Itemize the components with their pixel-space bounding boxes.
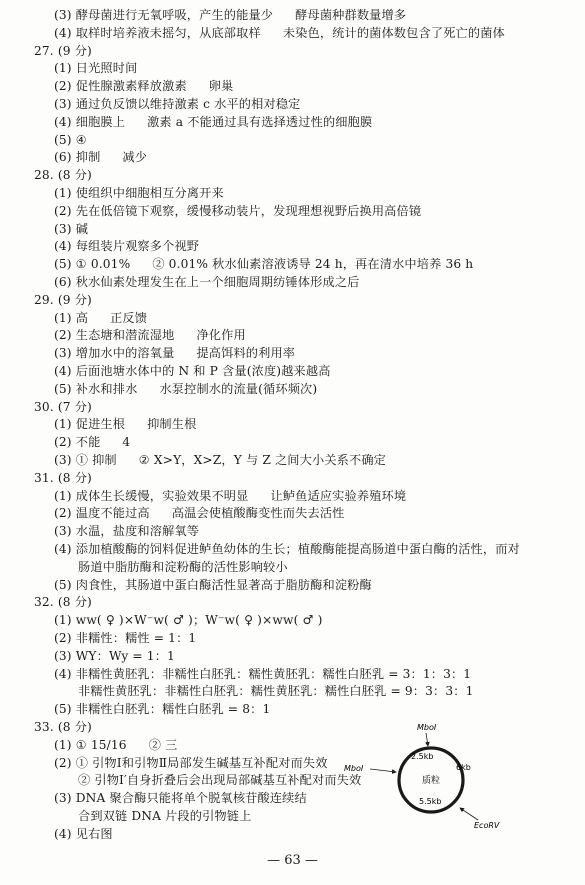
- answer-line: [54, 631, 196, 647]
- line-text: (1) ① 15/16: [54, 737, 127, 752]
- fragment-label-5-5kb: 5.5kb: [419, 797, 442, 806]
- question-heading: [34, 471, 92, 487]
- answer-line: [54, 756, 328, 772]
- line-text: (5) 补水和排水: [54, 381, 138, 396]
- line-text: (2) 温度不能过高: [54, 506, 150, 521]
- line-text: (4) 后面池塘水体中的 N 和 P 含量(浓度)越来越高: [54, 364, 331, 378]
- answer-line: [54, 506, 345, 522]
- answer-line: [54, 346, 295, 362]
- site-label-ecorv: EcoRV: [474, 821, 500, 830]
- line-text: (4) 细胞膜上: [54, 114, 126, 129]
- line-text: 30. (7 分): [34, 399, 92, 414]
- line-text: 正反馈: [110, 310, 148, 325]
- line-text: 28. (8 分): [34, 168, 92, 183]
- line-text: (1) 促进生根: [54, 417, 126, 432]
- answer-line: [54, 542, 520, 558]
- plasmid-center-label: 质粒: [421, 776, 441, 786]
- fragment-label-2-5kb: 2.5kb: [411, 752, 434, 761]
- line-text: (2) 不能: [54, 435, 101, 450]
- answer-line: [54, 222, 88, 238]
- line-text: (1) 成体生长缓慢，实验效果不明显: [54, 488, 249, 503]
- answer-line: [54, 275, 360, 291]
- line-text: (2) 先在低倍镜下观察，缓慢移动装片，发现理想视野后换用高倍镜: [54, 203, 422, 218]
- line-text: (5) 非糯性白胚乳：糯性白胚乳 = 8：1: [54, 702, 271, 717]
- line-text: 减少: [122, 150, 148, 165]
- line-text: (3) ① 抑制: [54, 453, 117, 467]
- line-text: (6) 抑制: [54, 150, 101, 165]
- answer-line: [54, 133, 87, 149]
- question-heading: [34, 595, 92, 611]
- line-text: 提高饵料的利用率: [196, 346, 296, 361]
- line-text: 31. (8 分): [34, 470, 92, 485]
- answer-line: [54, 97, 301, 113]
- line-text: (4) 见右图: [54, 826, 113, 841]
- answer-line: [54, 791, 307, 807]
- question-heading: [34, 44, 92, 60]
- site-arrow-mboi-top: [426, 733, 428, 746]
- line-text: (1) 高: [54, 310, 89, 325]
- line-text: 4: [122, 435, 131, 450]
- line-text: 酵母菌种群数量增多: [295, 8, 407, 22]
- line-text: 32. (8 分): [34, 595, 92, 610]
- answer-line: [54, 79, 233, 95]
- line-text: 29. (9 分): [34, 292, 92, 307]
- answer-line: [54, 204, 421, 220]
- answer-line: [54, 435, 130, 451]
- answer-line: [78, 809, 251, 825]
- line-text: (6) 秋水仙素处理发生在上一个细胞周期纺锤体形成之后: [54, 275, 360, 289]
- answer-line: [54, 827, 113, 843]
- line-text: (4) 非糯性黄胚乳：非糯性白胚乳：糯性黄胚乳：糯性白胚乳 = 3：1：3：1: [54, 666, 472, 681]
- question-heading: [34, 293, 92, 309]
- line-text: (3) 碱: [54, 221, 89, 236]
- answer-line: [54, 738, 177, 754]
- line-text: ② 引物Ⅰ′自身折叠后会出现局部碱基互补配对而失效: [78, 773, 362, 788]
- line-text: (5) ① 0.01%: [54, 257, 131, 272]
- site-label-mboi-top: MboI: [417, 723, 437, 732]
- line-text: (1) ww( ♀ )×W⁻w( ♂ )；W⁻w( ♀ )×ww( ♂ ): [54, 613, 323, 628]
- line-text: 33. (8 分): [34, 720, 92, 734]
- answer-line: [78, 684, 473, 700]
- line-text: 高温会使植酸酶变性而失去活性: [171, 506, 345, 521]
- line-text: 27. (9 分): [34, 43, 92, 58]
- answer-line: [54, 150, 147, 166]
- line-text: (3) 水温，盐度和溶解氧等: [54, 524, 200, 539]
- line-text: 让鲈鱼适应实验养殖环境: [270, 488, 407, 503]
- line-text: (2) 促性腺激素释放激素: [54, 79, 187, 94]
- line-text: 卵巢: [208, 79, 234, 94]
- line-text: (2) 非糯性：糯性 = 1：1: [54, 631, 197, 645]
- line-text: (3) 通过负反馈以维持激素 c 水平的相对稳定: [54, 97, 301, 111]
- line-text: 净化作用: [196, 328, 246, 343]
- answer-line: [54, 26, 505, 42]
- answer-line: [54, 702, 270, 718]
- fragment-label-6kb: 6kb: [456, 763, 471, 772]
- question-heading: [34, 400, 92, 416]
- line-text: (5) 肉食性，其肠道中蛋白酶活性显著高于脂肪酶和淀粉酶: [54, 577, 372, 592]
- answer-line: [54, 61, 137, 77]
- line-text: 合到双链 DNA 片段的引物链上: [78, 809, 252, 823]
- answer-line: [54, 364, 331, 380]
- answer-line: [54, 257, 473, 273]
- answer-line: [54, 667, 471, 683]
- answer-line: [54, 115, 372, 131]
- line-text: (4) 添加植酸酶的饲料促进鲈鱼幼体的生长；植酸酶能提高肠道中蛋白酶的活性，而对: [54, 542, 520, 556]
- line-text: (4) 取样时培养液未摇匀，从底部取样: [54, 25, 261, 40]
- plasmid-diagram: [344, 722, 506, 832]
- line-text: (3) 增加水中的溶氧量: [54, 346, 175, 361]
- line-text: (1) 日光照时间: [54, 61, 138, 76]
- line-text: 肠道中脂肪酶和淀粉酶的活性影响较小: [78, 559, 288, 574]
- line-text: ② 三: [148, 737, 178, 752]
- answer-line: [54, 613, 323, 629]
- answer-line: [54, 239, 199, 255]
- page-number: — 63 —: [267, 853, 318, 868]
- answer-line: [54, 328, 246, 344]
- line-text: (3) WY：Wy = 1：1: [54, 648, 175, 663]
- answer-line: [54, 186, 224, 202]
- answer-line: [54, 382, 317, 398]
- site-arrow-mboi-left: [370, 769, 396, 772]
- answer-line: [54, 453, 386, 469]
- answer-line: [54, 489, 406, 505]
- answer-line: [54, 311, 147, 327]
- answer-line: [54, 417, 196, 433]
- line-text: (3) 酵母菌进行无氧呼吸，产生的能量少: [54, 8, 274, 22]
- line-text: (3) DNA 聚合酶只能将单个脱氧核苷酸连续结: [54, 791, 307, 806]
- answer-line: [54, 524, 199, 540]
- answer-line: [78, 773, 361, 789]
- answer-line: [54, 8, 406, 24]
- site-label-mboi-left: MboI: [344, 764, 364, 773]
- line-text: (2) 生态塘和潜流湿地: [54, 328, 175, 343]
- line-text: 水泵控制水的流量(循环频次): [159, 381, 318, 396]
- line-text: (4) 每组装片观察多个视野: [54, 239, 200, 254]
- answer-line: [54, 578, 372, 594]
- line-text: ② X>Y，X>Z，Y 与 Z 之间大小关系不确定: [138, 453, 387, 467]
- line-text: 未染色，统计的菌体数包含了死亡的菌体: [282, 25, 505, 40]
- site-arrow-ecorv: [460, 808, 478, 820]
- line-text: 非糯性黄胚乳：非糯性白胚乳：糯性黄胚乳：糯性白胚乳 = 9：3：3：1: [78, 684, 474, 699]
- answer-line: [78, 560, 288, 576]
- question-heading: [34, 168, 92, 184]
- question-heading: [34, 720, 92, 736]
- line-text: (1) 使组织中细胞相互分离开来: [54, 186, 224, 200]
- line-text: 抑制生根: [147, 417, 197, 432]
- line-text: (2) ① 引物Ⅰ和引物Ⅱ局部发生碱基互补配对而失效: [54, 755, 328, 770]
- line-text: (5) ④: [54, 132, 87, 147]
- answer-line: [54, 649, 175, 665]
- line-text: ② 0.01% 秋水仙素溶液诱导 24 h，再在清水中培养 36 h: [152, 257, 474, 272]
- line-text: 激素 a 不能通过具有选择透过性的细胞膜: [147, 114, 373, 129]
